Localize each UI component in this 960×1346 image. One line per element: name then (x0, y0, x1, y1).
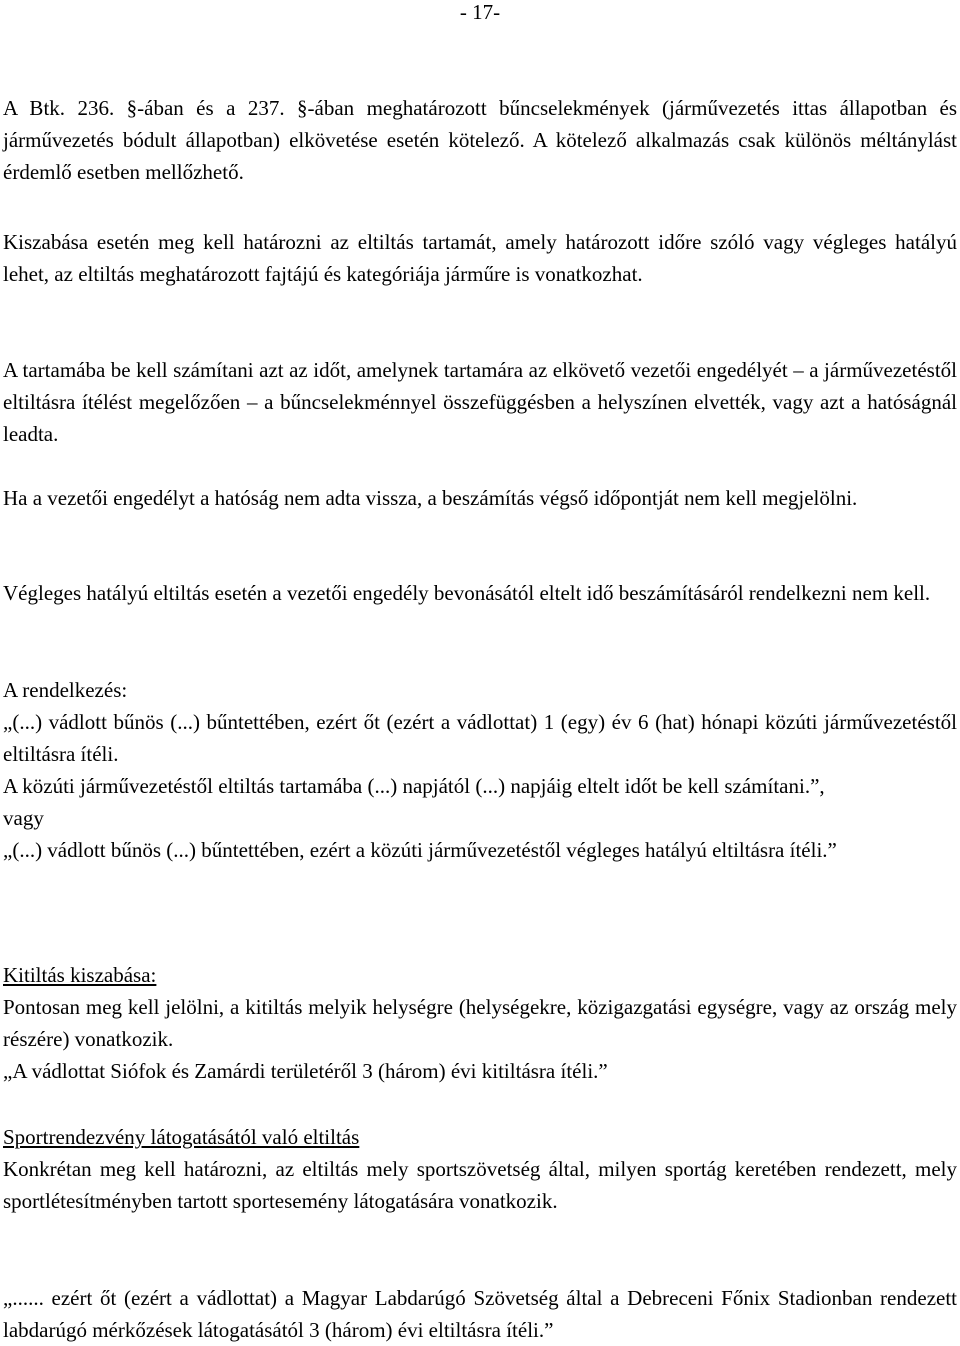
paragraph-mandatory-application (3, 92, 957, 188)
paragraph-text: Kiszabása esetén meg kell határozni az eltiltás tartamát, amely határozott időre szóló vagy végleges hatályú lehet, az eltiltás meghatározott fajtájú és kategóriája járműre is vonatkozhat. (3, 230, 957, 286)
rendelkezes-line-1: „(...) vádlott bűnös (...) bűntettében, ezért őt (ezért a vádlottat) 1 (egy) év 6 (hat) hónapi közúti járművezetéstől eltiltásra ítéli. (3, 710, 957, 766)
page-number: - 17- (459, 0, 501, 24)
paragraph-duration-credit (3, 354, 957, 450)
kitiltas-heading: Kitiltás kiszabása: (3, 963, 157, 987)
rendelkezes-line-2: A közúti járművezetéstől eltiltás tartamába (...) napjától (...) napjáig eltelt időt be kell számítani.”, (3, 774, 825, 798)
section-rendelkezes (3, 674, 957, 866)
sport-text: Konkrétan meg kell határozni, az eltiltás mely sportszövetség által, milyen sportág keretében rendezett, mely sportlétesítményben tartott sportesemény látogatására vonatkozik. (3, 1157, 957, 1213)
rendelkezes-line-3: „(...) vádlott bűnös (...) bűntettében, ezért a közúti járművezetéstől végleges hatályú eltiltásra ítéli.” (3, 838, 837, 862)
paragraph-text: A tartamába be kell számítani azt az időt, amelynek tartamára az elkövető vezetői engedélyét – a járművezetéstől eltiltásra ítélést megelőzően – a bűncselekménnyel összefüggésben a helyszínen elvették, vagy azt a hatóságnál leadta. (3, 358, 957, 446)
section-sport-quote (3, 1282, 957, 1346)
paragraph-imposition (3, 226, 957, 290)
sport-quote: „...... ezért őt (ezért a vádlottat) a Magyar Labdarúgó Szövetség által a Debreceni Főnix Stadionban rendezett labdarúgó mérkőzések látogatásától 3 (három) évi eltiltásra ítéli.” (3, 1286, 957, 1342)
sport-heading: Sportrendezvény látogatásától való eltiltás (3, 1125, 360, 1149)
kitiltas-quote: „A vádlottat Siófok és Zamárdi területéről 3 (három) évi kitiltásra ítéli.” (3, 1059, 608, 1083)
rendelkezes-or: vagy (3, 806, 44, 830)
paragraph-license-not-returned (3, 482, 957, 514)
paragraph-text: A Btk. 236. §-ában és a 237. §-ában meghatározott bűncselekmények (járművezetés ittas állapotban és járművezetés bódult állapotban) elkövetése esetén kötelező. A kötelező alkalmazás csak különös méltánylást érdemlő esetben mellőzhető. (3, 96, 957, 184)
section-kitiltas (3, 959, 957, 1087)
section-sport (3, 1121, 957, 1217)
kitiltas-text: Pontosan meg kell jelölni, a kitiltás melyik helységre (helységekre, közigazgatási egységre, vagy az ország mely részére) vonatkozik. (3, 995, 957, 1051)
rendelkezes-heading: A rendelkezés: (3, 678, 128, 702)
paragraph-text: Ha a vezetői engedélyt a hatóság nem adta vissza, a beszámítás végső időpontját nem kell megjelölni. (3, 486, 858, 510)
paragraph-text: Végleges hatályú eltiltás esetén a vezetői engedély bevonásától eltelt idő beszámításáról rendelkezni nem kell. (3, 581, 931, 605)
paragraph-final-ban (3, 577, 957, 609)
